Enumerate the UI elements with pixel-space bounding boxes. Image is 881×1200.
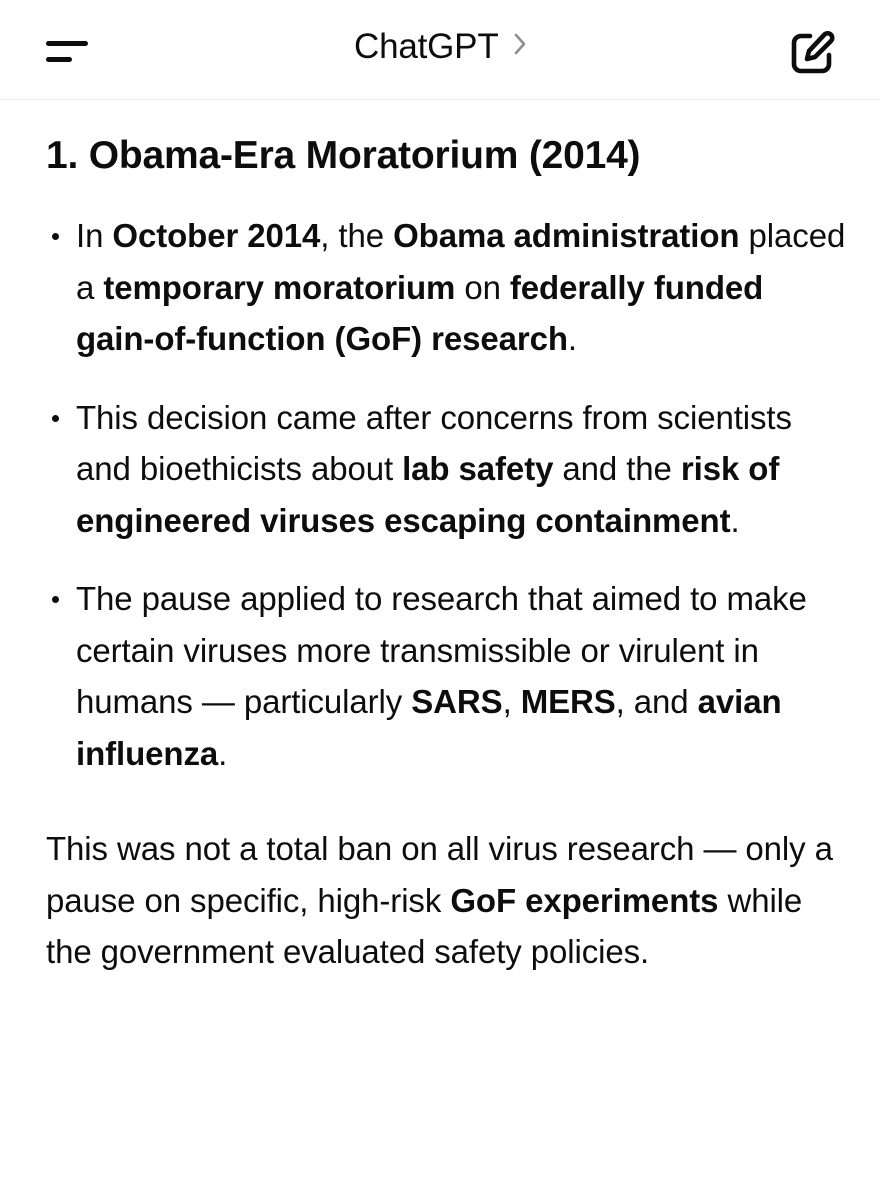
title-container <box>0 0 881 100</box>
bullet-item: In October 2014, the Obama administration placed a temporary moratorium on federally funded gain-of-function (GoF) research. <box>46 210 846 365</box>
new-chat-edit-icon <box>786 66 838 83</box>
top-bar <box>0 0 881 100</box>
menu-button[interactable] <box>36 28 96 76</box>
bullet-item: The pause applied to research that aimed to make certain viruses more transmissible or virulent in humans — particularly SARS, MERS, and avian influenza. <box>46 573 846 779</box>
assistant-message <box>46 128 846 978</box>
app-title: ChatGPT <box>354 27 499 66</box>
summary-paragraph: This was not a total ban on all virus research — only a pause on specific, high-risk GoF experiments while the government evaluated safety policies. <box>46 830 833 970</box>
bullet-item: This decision came after concerns from scientists and bioethicists about lab safety and the risk of engineered viruses escaping containment. <box>46 392 846 547</box>
section-heading: 1. Obama-Era Moratorium (2014) <box>46 134 641 177</box>
chevron-right-icon <box>513 32 527 61</box>
model-selector-button[interactable] <box>354 27 527 67</box>
new-chat-button[interactable] <box>786 27 838 79</box>
bullet-list <box>46 210 846 779</box>
